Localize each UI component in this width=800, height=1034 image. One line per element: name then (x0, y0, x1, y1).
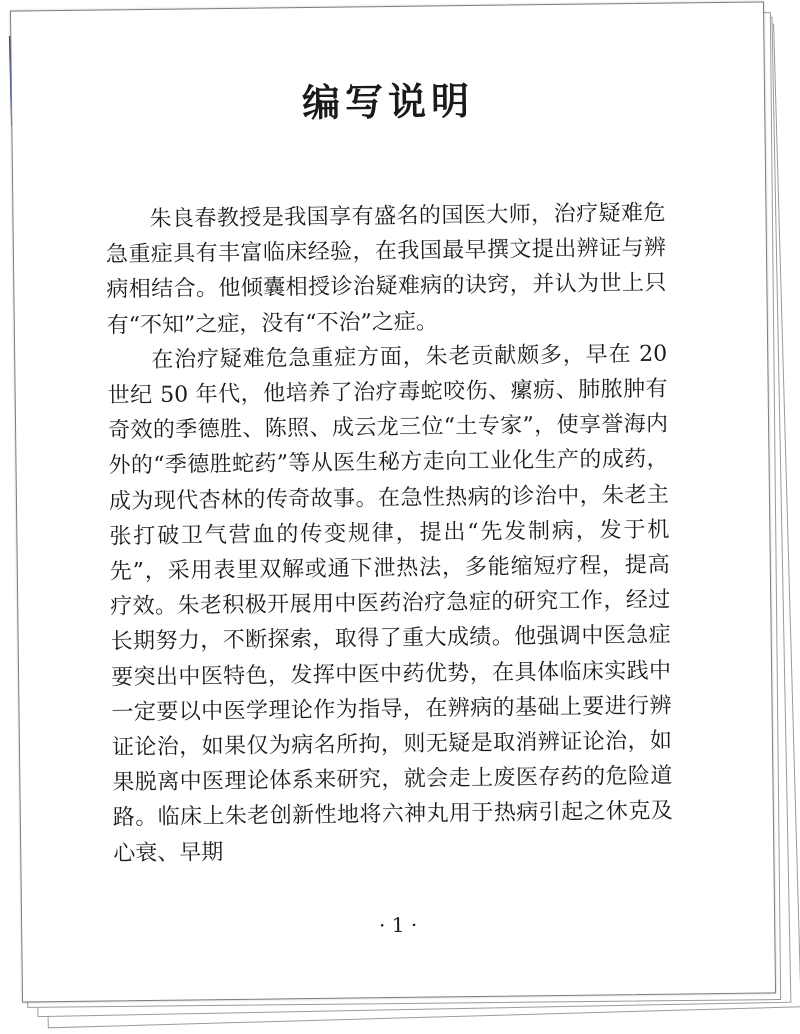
paragraph: 朱良春教授是我国享有盛名的国医大师，治疗疑难危急重症具有丰富临床经验，在我国最早撰文提出辨证与辨病相结合。他倾囊相授诊治疑难病的诀窍，并认为世上只有“不知”之症，没有“不治”之症。 (105, 200, 667, 339)
paragraph: 在治疗疑难危急重症方面，朱老贡献颇多，早在 20 世纪 50 年代，他培养了治疗毒蛇咬伤、瘰疬、肺脓肿有奇效的季德胜、陈照、成云龙三位“土专家”，使享誉海内外的“季德胜蛇药”等从医生秘方走向工业化生产的成药，成为现代杏林的传奇故事。在急性热病的诊治中，朱老主张打破卫气营血的传变规律，提出“先发制病，发于机先”，采用表里双解或通下泄热法，多能缩短疗程，提高疗效。朱老积极开展用中医药治疗急症的研究工作，经过长期努力，不断探索，取得了重大成绩。他强调中医急症要突出中医特色，发挥中医中药优势，在具体临床实践中一定要以中医学理论作为指导，在辨病的基础上要进行辨证论治，如果仅为病名所拘，则无疑是取消辨证论治，如果脱离中医理论体系来研究，就会走上废医存药的危险道路。临床上朱老创新性地将六神丸用于热病引起之休克及心衰、早期 (107, 341, 673, 867)
document-page (10, 1, 776, 1002)
page-title: 编写说明 (301, 78, 475, 126)
body-text (105, 196, 673, 872)
page-number: · 1 · (378, 912, 418, 938)
